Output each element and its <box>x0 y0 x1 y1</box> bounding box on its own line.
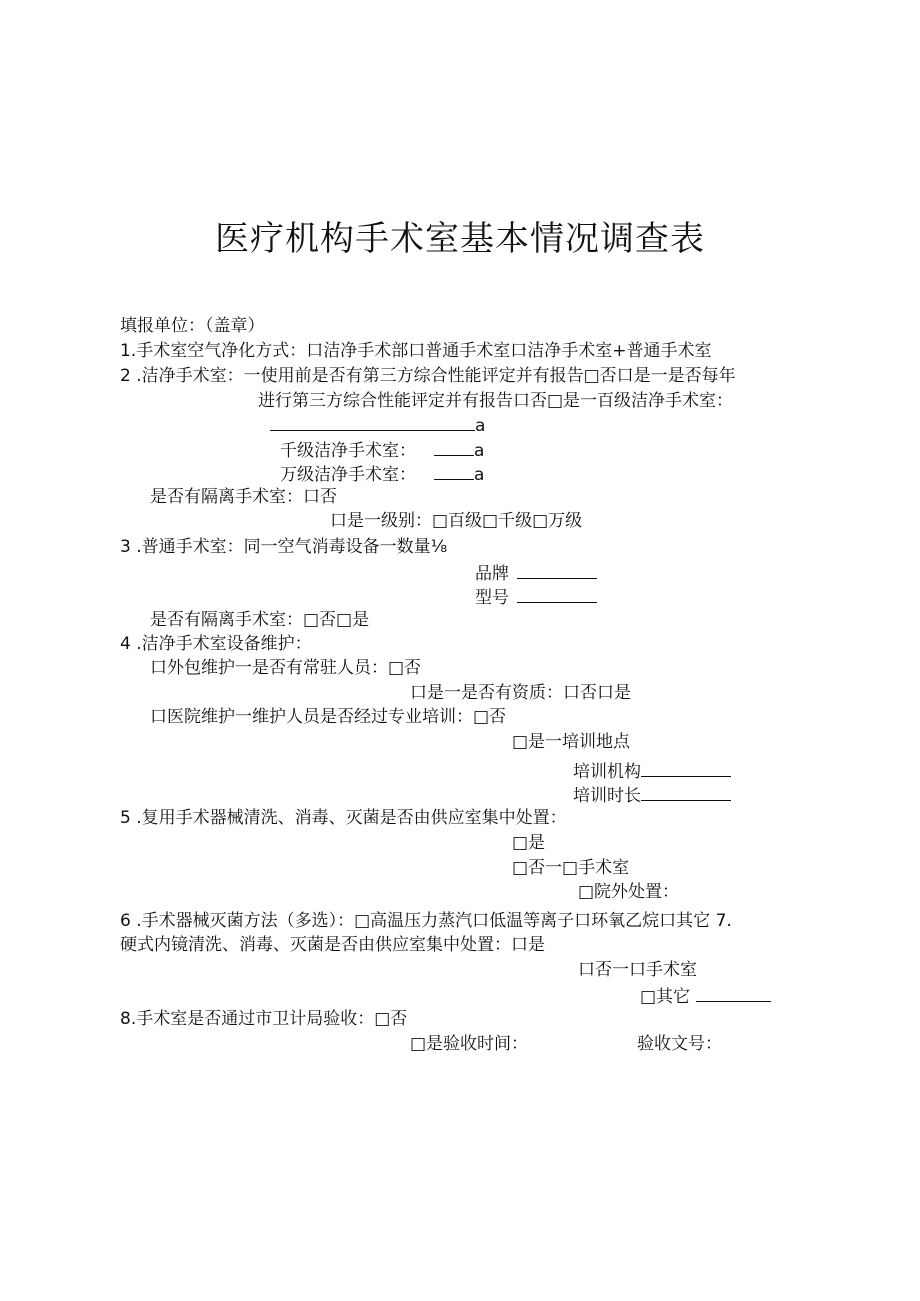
class100-room-unit: a <box>475 416 486 436</box>
training-org-label: 培训机构 <box>573 762 641 782</box>
question-3: 3 .普通手术室：同一空气消毒设备一数量⅛ <box>120 537 448 557</box>
brand-label: 品牌 <box>475 564 509 584</box>
class1000-room-row <box>280 437 484 463</box>
class100-room-row <box>270 412 485 438</box>
training-duration-row <box>573 782 731 808</box>
isolation-room-level: 口是一级别：□百级□千级□万级 <box>330 511 583 531</box>
brand-blank[interactable] <box>517 560 597 579</box>
q5-yes: □是 <box>512 833 546 853</box>
training-duration-blank[interactable] <box>641 782 731 801</box>
q7-no-or: 口否一口手术室 <box>578 960 697 980</box>
training-duration-label: 培训时长 <box>573 786 641 806</box>
acceptance-doc-no: 验收文号： <box>637 1034 722 1054</box>
question-4: 4 .洁净手术室设备维护： <box>120 634 312 654</box>
isolation-room-ordinary: 是否有隔离手术室：□否□是 <box>150 610 370 630</box>
training-location: □是一培训地点 <box>512 732 631 752</box>
training-org-row <box>573 758 731 784</box>
qualification-row: 口是一是否有资质：口否口是 <box>410 683 631 703</box>
page-title: 医疗机构手术室基本情况调查表 <box>215 219 705 259</box>
unit-line: 填报单位：（盖章） <box>120 316 265 336</box>
question-1: 1.手术室空气净化方式：口洁净手术部口普通手术室口洁净手术室+普通手术室 <box>120 341 712 361</box>
isolation-room-clean: 是否有隔离手术室：口否 <box>150 487 337 507</box>
class1000-room-blank[interactable] <box>434 437 474 456</box>
class10000-room-label: 万级洁净手术室： <box>280 465 416 485</box>
question-6: 6 .手术器械灭菌方法（多选）：□高温压力蒸汽口低温等离子口环氧乙烷口其它 7. <box>120 911 732 931</box>
class10000-room-unit: a <box>474 465 485 485</box>
outsourced-maintenance: 口外包维护一是否有常驻人员：□否 <box>150 658 422 678</box>
question-7: 硬式内镜清洗、消毒、灭菌是否由供应室集中处置：口是 <box>120 935 545 955</box>
class1000-room-label: 千级洁净手术室： <box>280 441 416 461</box>
class1000-room-unit: a <box>474 441 485 461</box>
question-2-cont: 进行第三方综合性能评定并有报告口否□是一百级洁净手术室： <box>258 391 734 411</box>
question-2: 2 .洁净手术室：一使用前是否有第三方综合性能评定并有报告□否口是一是否每年 <box>120 366 736 386</box>
class10000-room-blank[interactable] <box>434 461 474 480</box>
class10000-room-row <box>280 461 484 487</box>
model-row <box>475 584 597 610</box>
q5-no-or: □否一□手术室 <box>512 858 630 878</box>
question-8: 8.手术室是否通过市卫计局验收：□否 <box>120 1009 408 1029</box>
training-org-blank[interactable] <box>641 758 731 777</box>
hospital-maintenance: 口医院维护一维护人员是否经过专业培训：□否 <box>150 707 507 727</box>
q7-other-row <box>640 983 771 1009</box>
q7-other-label: □其它 <box>640 987 691 1007</box>
q7-other-blank[interactable] <box>696 983 771 1002</box>
model-label: 型号 <box>475 588 509 608</box>
question-5: 5 .复用手术器械清洗、消毒、灭菌是否由供应室集中处置： <box>120 808 567 828</box>
acceptance-date: □是验收时间： <box>410 1034 529 1054</box>
q5-external: □院外处置： <box>578 882 680 902</box>
brand-row <box>475 560 597 586</box>
class100-room-blank[interactable] <box>270 412 475 431</box>
model-blank[interactable] <box>517 584 597 603</box>
